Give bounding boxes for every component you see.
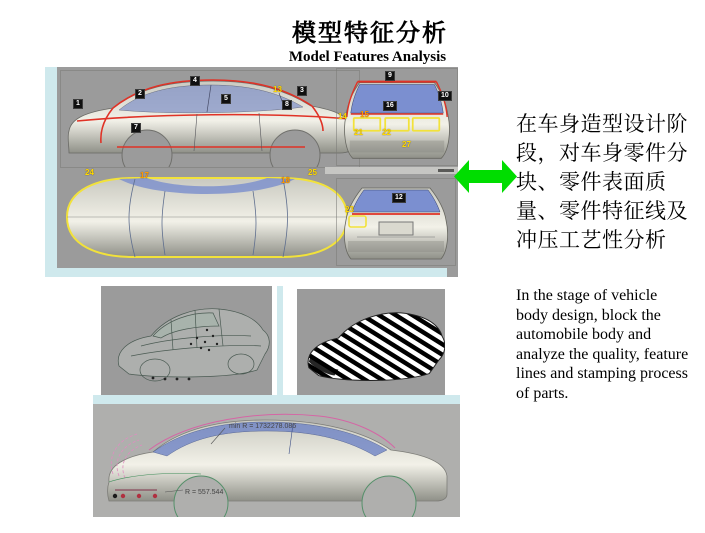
cad-window-toolbar	[325, 167, 458, 174]
part-label: 23	[345, 205, 354, 214]
zebra-analysis-car-image	[297, 289, 445, 395]
part-label: 5	[221, 94, 231, 104]
part-label: 27	[402, 140, 411, 149]
mid-cyan-divider	[277, 286, 283, 395]
car-side-view-drawing	[61, 71, 359, 167]
car-front-view-drawing	[337, 69, 457, 165]
radius-annotation: min R = 1732278.086	[229, 423, 297, 430]
page-subtitle: Model Features Analysis	[288, 49, 447, 65]
description-chinese: 在车身造型设计阶段，对车身零件分块、零件表面质量、零件特征线及冲压工艺性分析	[516, 112, 688, 252]
bottom-cyan-strip	[93, 395, 460, 404]
part-label: 10	[438, 91, 452, 101]
wireframe-car-drawing	[101, 286, 272, 395]
zebra-analysis-car-drawing	[297, 289, 445, 395]
part-label: 8	[282, 100, 292, 110]
part-label: 21	[354, 128, 363, 137]
page-title: 模型特征分析	[292, 21, 448, 47]
car-front-view-image	[337, 69, 457, 165]
coupe-side-view-drawing	[93, 404, 460, 517]
double-arrow-icon	[454, 157, 517, 196]
part-label: 22	[382, 128, 391, 137]
part-label: 13	[273, 85, 282, 94]
part-label: 25	[308, 168, 317, 177]
description-english: In the stage of vehicle body design, block the automobile body and analyze the quality, feature lines and stamping process of parts.	[516, 287, 689, 402]
part-label: 14	[338, 112, 347, 121]
part-label: 2	[135, 89, 145, 99]
car-rear-view-drawing	[337, 179, 455, 265]
car-top-view-drawing	[57, 169, 357, 266]
part-label: 15	[360, 110, 369, 119]
part-label: 24	[85, 168, 94, 177]
part-label: 17	[140, 171, 149, 180]
wireframe-car-image	[101, 286, 272, 395]
part-label: 16	[383, 101, 397, 111]
car-rear-view-image	[337, 179, 455, 265]
part-label: 7	[131, 123, 141, 133]
part-label: 12	[392, 193, 406, 203]
collage-bottom-strip	[57, 268, 447, 277]
part-label: 1	[73, 99, 83, 109]
toolbar-buttons	[438, 169, 454, 172]
car-top-view-image	[57, 169, 357, 266]
car-side-view-image	[61, 71, 359, 167]
part-label: 18	[281, 176, 290, 185]
part-label: 9	[385, 71, 395, 81]
part-label: 4	[190, 76, 200, 86]
radius-annotation: R = 557.544	[185, 489, 224, 496]
cad-collage	[45, 67, 458, 277]
collage-left-strip	[45, 67, 57, 277]
coupe-side-view-cad-image	[93, 404, 460, 517]
part-label: 3	[297, 86, 307, 96]
